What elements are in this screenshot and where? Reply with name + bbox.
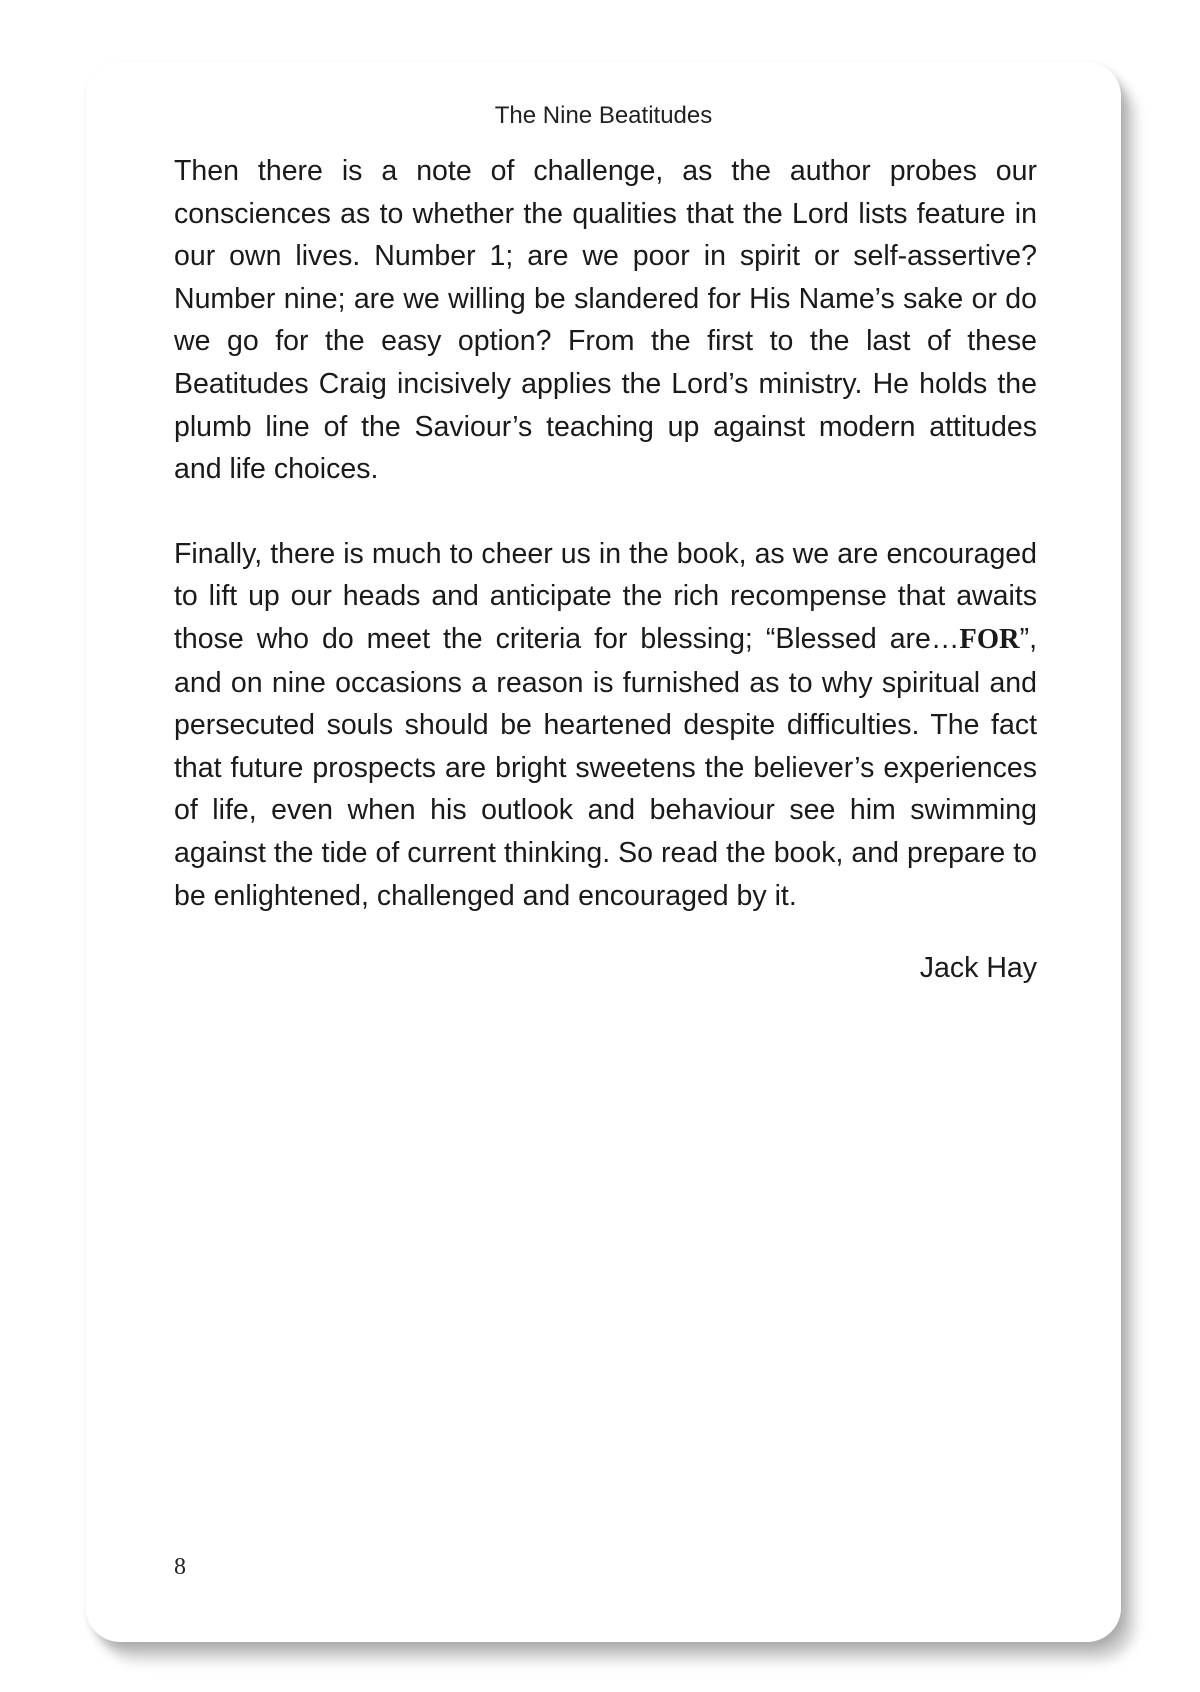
running-header-title: The Nine Beatitudes — [494, 102, 713, 129]
author-signature: Jack Hay — [919, 952, 1037, 984]
paragraph-encouragement-end: ”, and on nine occasions a reason is furnished as to why spiritual and persecuted souls should be heartened despite difficulties. The fact that future prospects are bright sweetens the believer’s experiences of life, even when his outlook and behaviour see him swimming against the tide of current thinking. So read the book, and prepare to be enlightened, challenged and encouraged by it. — [174, 622, 1037, 912]
paragraph-encouragement — [174, 533, 1037, 917]
paragraph-encouragement-start: Finally, there is much to cheer us in the book, as we are encouraged to lift up our heads and anticipate the rich recompense that awaits those who do meet the criteria for blessing; “Blessed are… — [174, 537, 1037, 655]
page-number: 8 — [174, 1554, 186, 1580]
book-page — [86, 62, 1121, 1642]
body-text — [174, 150, 1037, 917]
emphasis-for: FOR — [959, 623, 1020, 655]
paragraph-challenge: Then there is a note of challenge, as the author probes our consciences as to whether the qualities that the Lord lists feature in our own lives. Number 1; are we poor in spirit or self-assertive? Number nine; are we willing be slandered for His Name’s sake or do we go for the easy option? From the first to the last of these Beatitudes Craig incisively applies the Lord’s ministry. He holds the plumb line of the Saviour’s teaching up against modern attitudes and life choices. — [174, 155, 1037, 486]
